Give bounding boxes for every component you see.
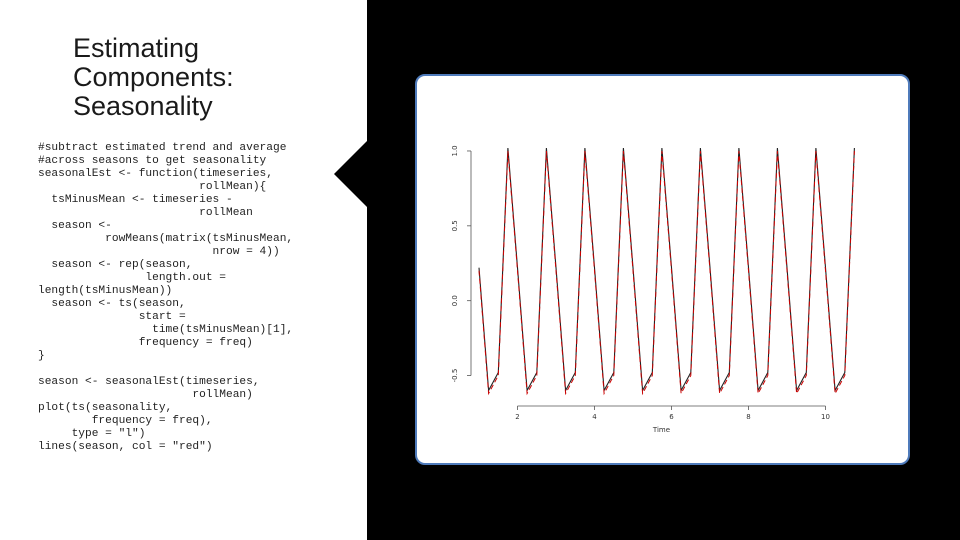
code-line: season <- rep(season, [51, 259, 193, 271]
code-line: rollMean [199, 207, 253, 219]
code-line: } [38, 350, 45, 362]
code-line: rollMean) [192, 389, 253, 401]
x-tick-label: 4 [592, 413, 597, 421]
code-block [38, 142, 363, 454]
code-line: plot(ts(seasonality, [38, 402, 173, 414]
code-line: #across seasons to get seasonality [38, 155, 267, 167]
code-line: length(tsMinusMean)) [38, 285, 173, 297]
code-line: tsMinusMean <- timeseries - [51, 194, 233, 206]
code-line: nrow = 4)) [212, 246, 280, 258]
x-tick-label: 10 [821, 413, 830, 421]
y-tick-label: 0.5 [451, 220, 459, 232]
code-line: time(tsMinusMean)[1], [152, 324, 294, 336]
x-tick-label: 8 [746, 413, 751, 421]
code-line: season <- seasonalEst(timeseries, [38, 376, 260, 388]
code-line: season <- [51, 220, 112, 232]
y-tick-label: -0.5 [451, 368, 459, 383]
code-line: rollMean){ [199, 181, 267, 193]
code-line: start = [138, 311, 186, 323]
slide-title: Estimating Components: Seasonality [73, 33, 234, 121]
x-axis-label: Time [652, 426, 671, 434]
plot-frame [415, 74, 910, 465]
y-tick-label: 1.0 [451, 145, 459, 157]
seasonality-chart [417, 76, 908, 463]
code-line: type = "l") [71, 428, 146, 440]
code-line: frequency = freq) [138, 337, 253, 349]
series-line-black [479, 148, 854, 391]
code-line: seasonalEst <- function(timeseries, [38, 168, 273, 180]
code-line: lines(season, col = "red") [38, 441, 213, 453]
y-tick-label: 0.0 [451, 295, 459, 307]
x-tick-label: 2 [515, 413, 520, 421]
x-tick-label: 6 [669, 413, 674, 421]
code-line: season <- ts(season, [51, 298, 186, 310]
text-panel [0, 0, 367, 540]
code-line: #subtract estimated trend and average [38, 142, 287, 154]
code-line: rowMeans(matrix(tsMinusMean, [105, 233, 294, 245]
series-line-red [479, 151, 854, 394]
code-line: length.out = [145, 272, 226, 284]
callout-notch [334, 140, 368, 208]
code-line: frequency = freq), [91, 415, 213, 427]
